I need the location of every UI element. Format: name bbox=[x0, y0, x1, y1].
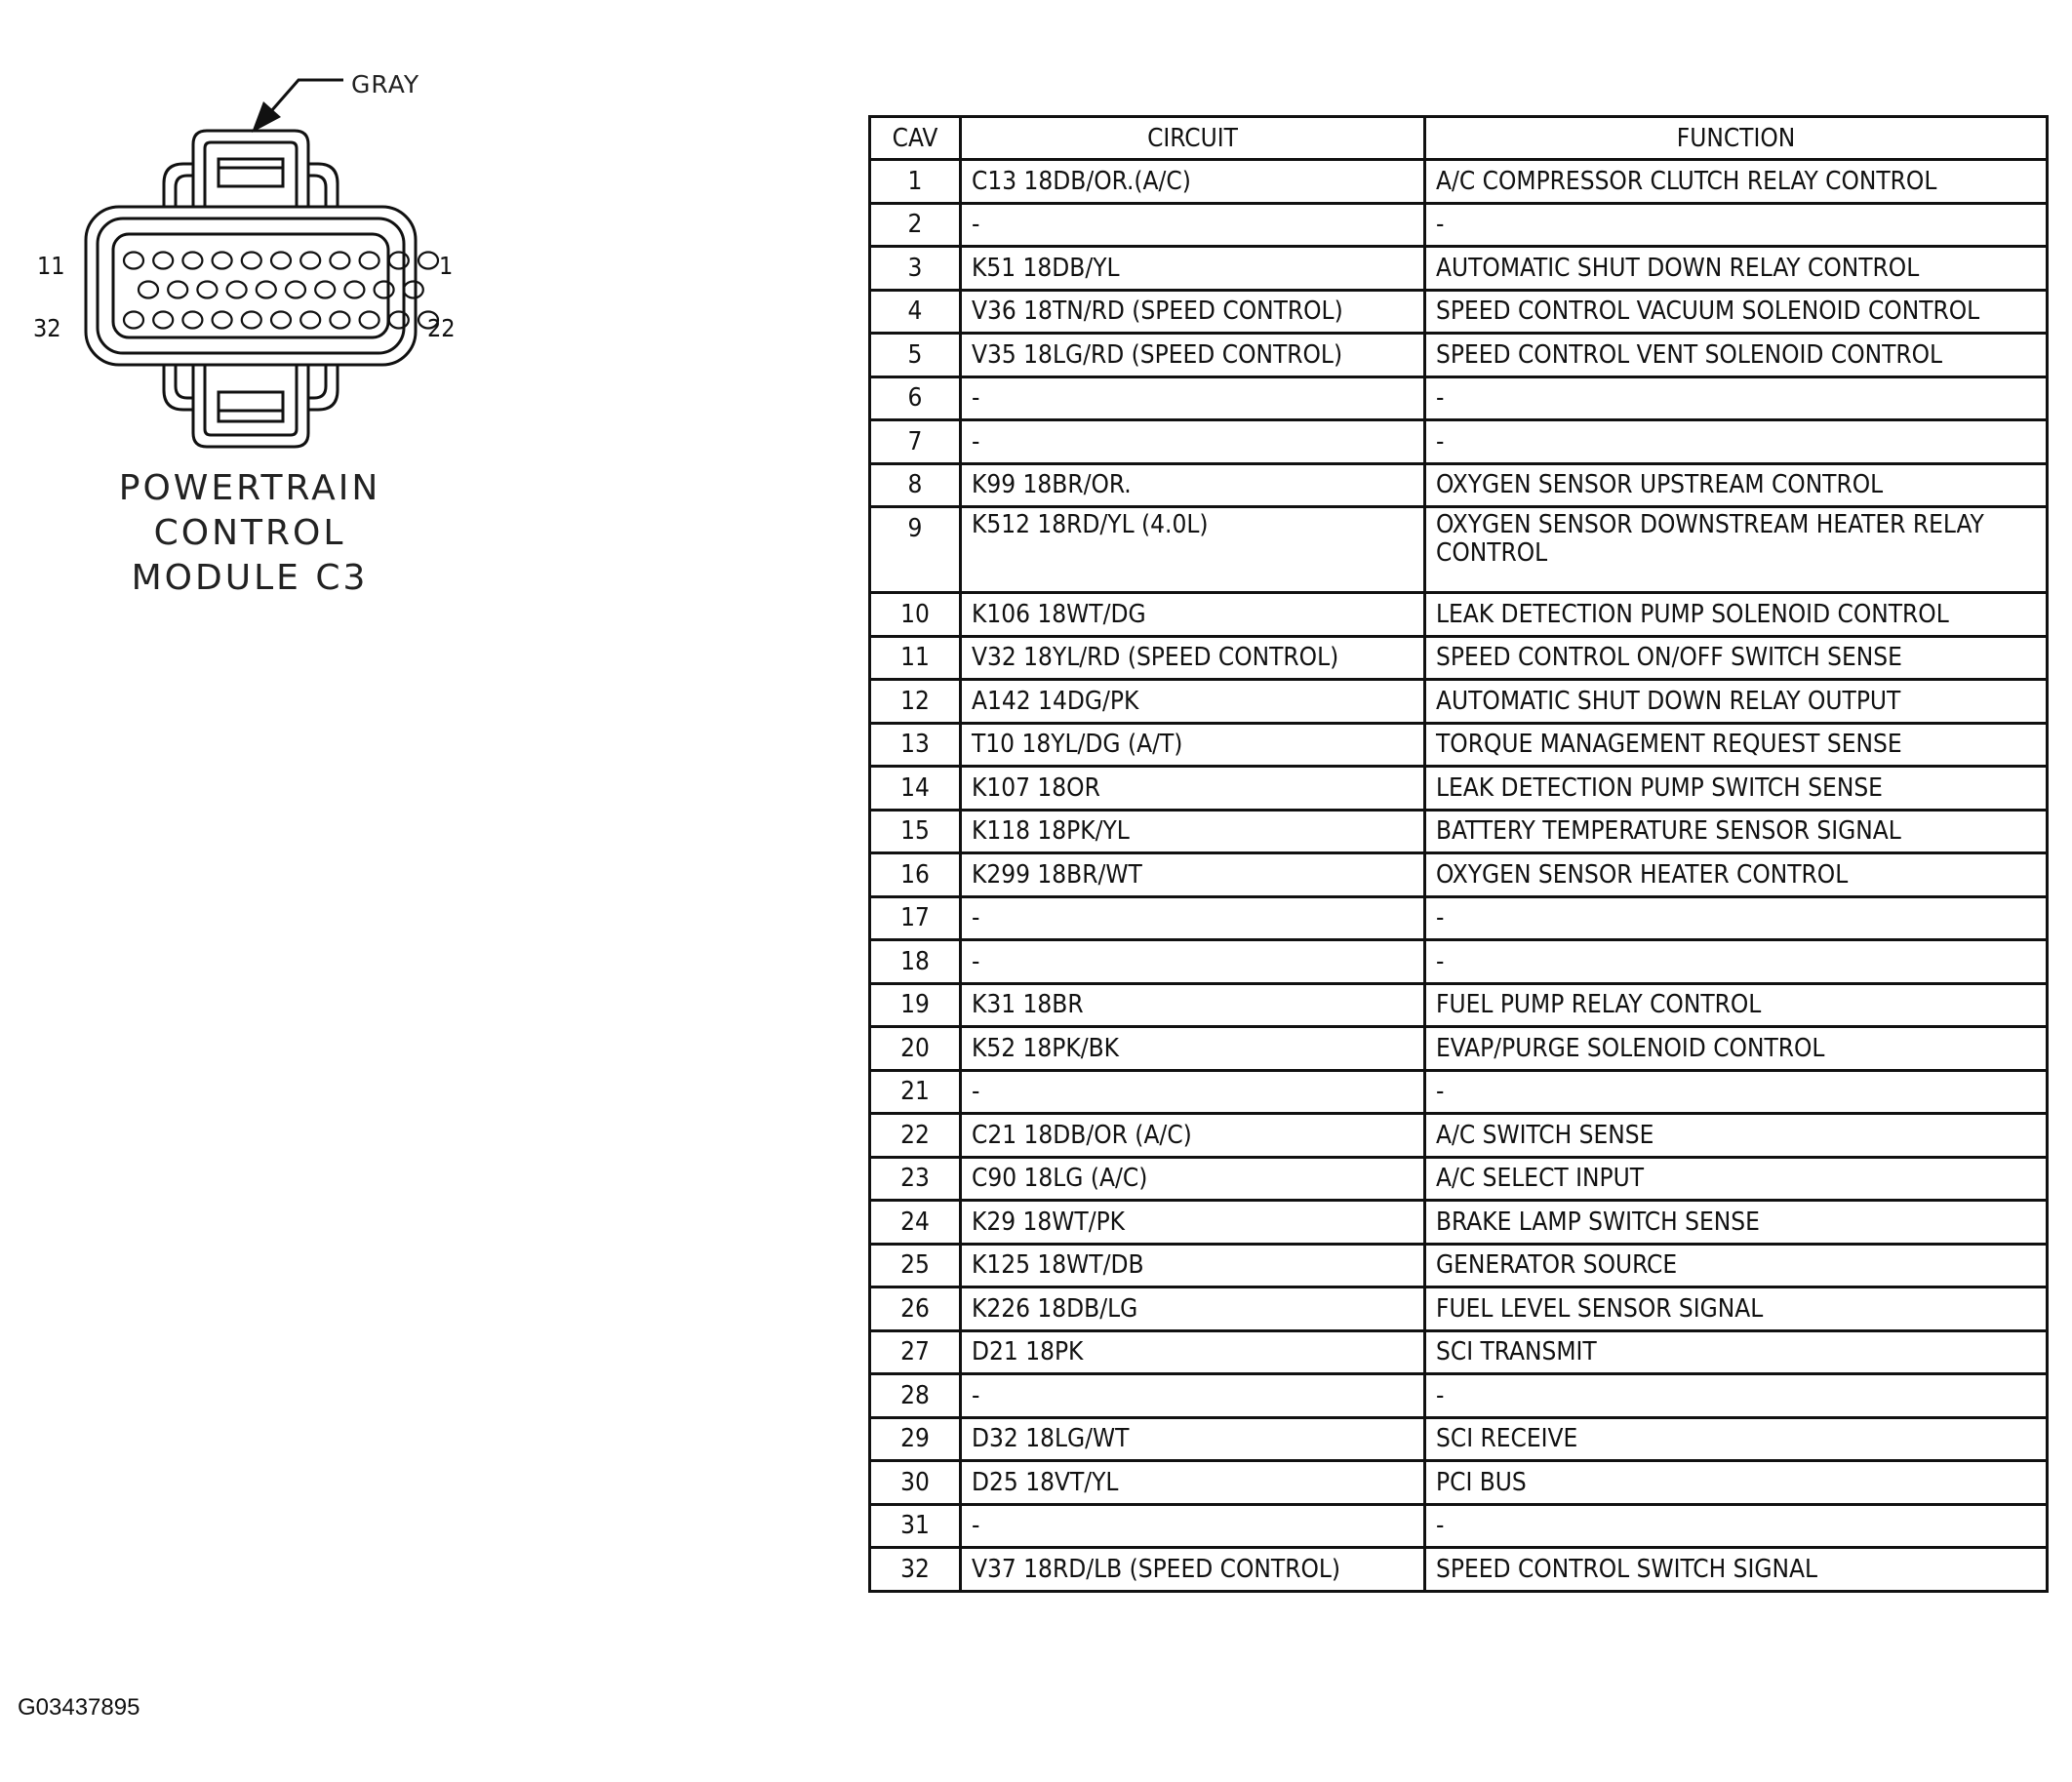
table-row bbox=[870, 1027, 2048, 1071]
function-cell: OXYGEN SENSOR HEATER CONTROL bbox=[1425, 853, 2048, 897]
circuit-cell: V32 18YL/RD (SPEED CONTROL) bbox=[961, 636, 1425, 680]
cav-cell: 19 bbox=[870, 983, 961, 1027]
circuit-cell: - bbox=[961, 420, 1425, 464]
cav-cell: 11 bbox=[870, 636, 961, 680]
pin-cavity bbox=[139, 282, 158, 298]
gray-leader-line bbox=[271, 80, 343, 111]
function-cell: BRAKE LAMP SWITCH SENSE bbox=[1425, 1201, 2048, 1245]
table-row bbox=[870, 334, 2048, 377]
pin-cavity bbox=[242, 312, 261, 329]
pin-cavity bbox=[153, 312, 173, 329]
circuit-cell: K512 18RD/YL (4.0L) bbox=[961, 507, 1425, 593]
table-header-row bbox=[870, 117, 2048, 160]
function-cell: LEAK DETECTION PUMP SWITCH SENSE bbox=[1425, 767, 2048, 811]
circuit-cell: D32 18LG/WT bbox=[961, 1417, 1425, 1461]
cav-cell: 17 bbox=[870, 896, 961, 940]
table-row bbox=[870, 1417, 2048, 1461]
connector-name-line-3: MODULE C3 bbox=[131, 558, 369, 598]
function-cell: AUTOMATIC SHUT DOWN RELAY OUTPUT bbox=[1425, 680, 2048, 724]
table-row bbox=[870, 1461, 2048, 1505]
pin-label-11: 11 bbox=[37, 252, 65, 280]
pinout-table-body bbox=[870, 160, 2048, 1592]
cav-cell: 18 bbox=[870, 940, 961, 984]
function-cell: SPEED CONTROL SWITCH SIGNAL bbox=[1425, 1548, 2048, 1592]
pin-label-22: 22 bbox=[427, 314, 456, 342]
cav-cell: 13 bbox=[870, 723, 961, 767]
pin-cavity bbox=[227, 282, 247, 298]
circuit-cell: K51 18DB/YL bbox=[961, 247, 1425, 291]
function-cell: SCI RECEIVE bbox=[1425, 1417, 2048, 1461]
cav-cell: 29 bbox=[870, 1417, 961, 1461]
table-row bbox=[870, 983, 2048, 1027]
table-row bbox=[870, 810, 2048, 853]
function-cell: SPEED CONTROL VACUUM SOLENOID CONTROL bbox=[1425, 290, 2048, 334]
table-row bbox=[870, 1504, 2048, 1548]
cav-cell: 31 bbox=[870, 1504, 961, 1548]
table-row bbox=[870, 680, 2048, 724]
pin-cavity bbox=[330, 312, 349, 329]
function-cell: A/C SELECT INPUT bbox=[1425, 1157, 2048, 1201]
circuit-cell: K118 18PK/YL bbox=[961, 810, 1425, 853]
circuit-cell: - bbox=[961, 376, 1425, 420]
cav-cell: 28 bbox=[870, 1374, 961, 1418]
table-row bbox=[870, 247, 2048, 291]
table-row bbox=[870, 1330, 2048, 1374]
function-cell: EVAP/PURGE SOLENOID CONTROL bbox=[1425, 1027, 2048, 1071]
function-cell: - bbox=[1425, 420, 2048, 464]
table-row bbox=[870, 420, 2048, 464]
cav-cell: 9 bbox=[870, 507, 961, 593]
figure-id: G03437895 bbox=[18, 1694, 140, 1721]
pin-cavity bbox=[271, 253, 291, 269]
circuit-cell: C90 18LG (A/C) bbox=[961, 1157, 1425, 1201]
cav-cell: 12 bbox=[870, 680, 961, 724]
table-row bbox=[870, 1548, 2048, 1592]
table-row bbox=[870, 940, 2048, 984]
cav-cell: 30 bbox=[870, 1461, 961, 1505]
cav-cell: 25 bbox=[870, 1244, 961, 1287]
cav-cell: 26 bbox=[870, 1287, 961, 1331]
header-cav: CAV bbox=[870, 117, 961, 160]
pin-cavity bbox=[182, 253, 202, 269]
circuit-cell: V35 18LG/RD (SPEED CONTROL) bbox=[961, 334, 1425, 377]
pin-cavity bbox=[124, 253, 143, 269]
function-cell: - bbox=[1425, 1374, 2048, 1418]
circuit-cell: V37 18RD/LB (SPEED CONTROL) bbox=[961, 1548, 1425, 1592]
table-row bbox=[870, 593, 2048, 637]
circuit-cell: K226 18DB/LG bbox=[961, 1287, 1425, 1331]
table-row bbox=[870, 1157, 2048, 1201]
circuit-cell: - bbox=[961, 940, 1425, 984]
function-cell: FUEL LEVEL SENSOR SIGNAL bbox=[1425, 1287, 2048, 1331]
function-cell: BATTERY TEMPERATURE SENSOR SIGNAL bbox=[1425, 810, 2048, 853]
circuit-cell: T10 18YL/DG (A/T) bbox=[961, 723, 1425, 767]
cav-cell: 21 bbox=[870, 1070, 961, 1114]
cav-cell: 15 bbox=[870, 810, 961, 853]
cav-cell: 4 bbox=[870, 290, 961, 334]
table-row bbox=[870, 376, 2048, 420]
cav-cell: 32 bbox=[870, 1548, 961, 1592]
table-row bbox=[870, 1287, 2048, 1331]
pin-cavity bbox=[315, 282, 335, 298]
circuit-cell: C21 18DB/OR (A/C) bbox=[961, 1114, 1425, 1158]
pin-cavity bbox=[330, 253, 349, 269]
circuit-cell: K52 18PK/BK bbox=[961, 1027, 1425, 1071]
connector-name bbox=[84, 466, 416, 601]
function-cell: LEAK DETECTION PUMP SOLENOID CONTROL bbox=[1425, 593, 2048, 637]
pin-cavity bbox=[242, 253, 261, 269]
pin-cavity bbox=[418, 253, 438, 269]
function-cell: - bbox=[1425, 896, 2048, 940]
bottom-latch-slot bbox=[219, 392, 283, 421]
cav-cell: 6 bbox=[870, 376, 961, 420]
header-function: FUNCTION bbox=[1425, 117, 2048, 160]
cav-cell: 27 bbox=[870, 1330, 961, 1374]
circuit-cell: K106 18WT/DG bbox=[961, 593, 1425, 637]
circuit-cell: - bbox=[961, 1374, 1425, 1418]
table-row bbox=[870, 1201, 2048, 1245]
pin-cavity bbox=[389, 312, 409, 329]
function-cell: - bbox=[1425, 376, 2048, 420]
function-cell: OXYGEN SENSOR UPSTREAM CONTROL bbox=[1425, 463, 2048, 507]
table-row bbox=[870, 723, 2048, 767]
table-row bbox=[870, 767, 2048, 811]
function-cell: A/C COMPRESSOR CLUTCH RELAY CONTROL bbox=[1425, 160, 2048, 204]
pin-cavity bbox=[300, 312, 320, 329]
pin-cavity bbox=[344, 282, 364, 298]
connector-body bbox=[86, 207, 416, 365]
cav-cell: 8 bbox=[870, 463, 961, 507]
table-row bbox=[870, 507, 2048, 593]
circuit-cell: K99 18BR/OR. bbox=[961, 463, 1425, 507]
cav-cell: 16 bbox=[870, 853, 961, 897]
table-row bbox=[870, 160, 2048, 204]
table-row bbox=[870, 203, 2048, 247]
pin-cavity bbox=[197, 282, 217, 298]
pin-cavity bbox=[213, 312, 232, 329]
cav-cell: 5 bbox=[870, 334, 961, 377]
header-circuit: CIRCUIT bbox=[961, 117, 1425, 160]
cav-cell: 3 bbox=[870, 247, 961, 291]
circuit-cell: A142 14DG/PK bbox=[961, 680, 1425, 724]
function-cell: PCI BUS bbox=[1425, 1461, 2048, 1505]
function-cell: OXYGEN SENSOR DOWNSTREAM HEATER RELAY CONTROL bbox=[1425, 507, 2048, 593]
function-cell: SPEED CONTROL ON/OFF SWITCH SENSE bbox=[1425, 636, 2048, 680]
cav-cell: 23 bbox=[870, 1157, 961, 1201]
table-row bbox=[870, 853, 2048, 897]
pin-cavity bbox=[153, 253, 173, 269]
table-row bbox=[870, 1114, 2048, 1158]
pin-cavity bbox=[360, 312, 379, 329]
pin-cavity bbox=[300, 253, 320, 269]
connector-name-line-2: CONTROL bbox=[153, 513, 346, 553]
cav-cell: 10 bbox=[870, 593, 961, 637]
function-cell: FUEL PUMP RELAY CONTROL bbox=[1425, 983, 2048, 1027]
cav-cell: 14 bbox=[870, 767, 961, 811]
pin-cavity bbox=[375, 282, 394, 298]
pin-label-32: 32 bbox=[33, 314, 61, 342]
circuit-cell: K107 18OR bbox=[961, 767, 1425, 811]
circuit-cell: K125 18WT/DB bbox=[961, 1244, 1425, 1287]
table-row bbox=[870, 1374, 2048, 1418]
function-cell: - bbox=[1425, 203, 2048, 247]
cav-cell: 1 bbox=[870, 160, 961, 204]
table-row bbox=[870, 896, 2048, 940]
pin-grid bbox=[124, 253, 438, 329]
table-row bbox=[870, 1070, 2048, 1114]
function-cell: A/C SWITCH SENSE bbox=[1425, 1114, 2048, 1158]
pin-cavity bbox=[168, 282, 187, 298]
circuit-cell: - bbox=[961, 1504, 1425, 1548]
pinout-table bbox=[868, 115, 2049, 1593]
circuit-cell: D21 18PK bbox=[961, 1330, 1425, 1374]
pin-cavity bbox=[257, 282, 276, 298]
cav-cell: 7 bbox=[870, 420, 961, 464]
cav-cell: 20 bbox=[870, 1027, 961, 1071]
cav-cell: 22 bbox=[870, 1114, 961, 1158]
table-row bbox=[870, 636, 2048, 680]
circuit-cell: V36 18TN/RD (SPEED CONTROL) bbox=[961, 290, 1425, 334]
pin-cavity bbox=[182, 312, 202, 329]
connector-name-line-1: POWERTRAIN bbox=[118, 468, 381, 508]
top-latch-slot bbox=[219, 159, 283, 186]
circuit-cell: C13 18DB/OR.(A/C) bbox=[961, 160, 1425, 204]
circuit-cell: D25 18VT/YL bbox=[961, 1461, 1425, 1505]
cav-cell: 24 bbox=[870, 1201, 961, 1245]
connector-color-label: GRAY bbox=[351, 70, 420, 99]
pin-label-1: 1 bbox=[439, 252, 454, 280]
table-row bbox=[870, 463, 2048, 507]
function-cell: - bbox=[1425, 940, 2048, 984]
circuit-cell: K299 18BR/WT bbox=[961, 853, 1425, 897]
pin-cavity bbox=[271, 312, 291, 329]
circuit-cell: - bbox=[961, 1070, 1425, 1114]
function-cell: SPEED CONTROL VENT SOLENOID CONTROL bbox=[1425, 334, 2048, 377]
pin-cavity bbox=[286, 282, 305, 298]
pin-cavity bbox=[213, 253, 232, 269]
circuit-cell: K29 18WT/PK bbox=[961, 1201, 1425, 1245]
circuit-cell: - bbox=[961, 203, 1425, 247]
function-cell: - bbox=[1425, 1070, 2048, 1114]
circuit-cell: - bbox=[961, 896, 1425, 940]
cav-cell: 2 bbox=[870, 203, 961, 247]
table-row bbox=[870, 290, 2048, 334]
circuit-cell: K31 18BR bbox=[961, 983, 1425, 1027]
pin-cavity bbox=[360, 253, 379, 269]
function-cell: GENERATOR SOURCE bbox=[1425, 1244, 2048, 1287]
function-cell: AUTOMATIC SHUT DOWN RELAY CONTROL bbox=[1425, 247, 2048, 291]
function-cell: TORQUE MANAGEMENT REQUEST SENSE bbox=[1425, 723, 2048, 767]
pin-cavity bbox=[389, 253, 409, 269]
function-cell: - bbox=[1425, 1504, 2048, 1548]
pin-cavity bbox=[404, 282, 423, 298]
function-cell: SCI TRANSMIT bbox=[1425, 1330, 2048, 1374]
pin-cavity bbox=[124, 312, 143, 329]
table-row bbox=[870, 1244, 2048, 1287]
